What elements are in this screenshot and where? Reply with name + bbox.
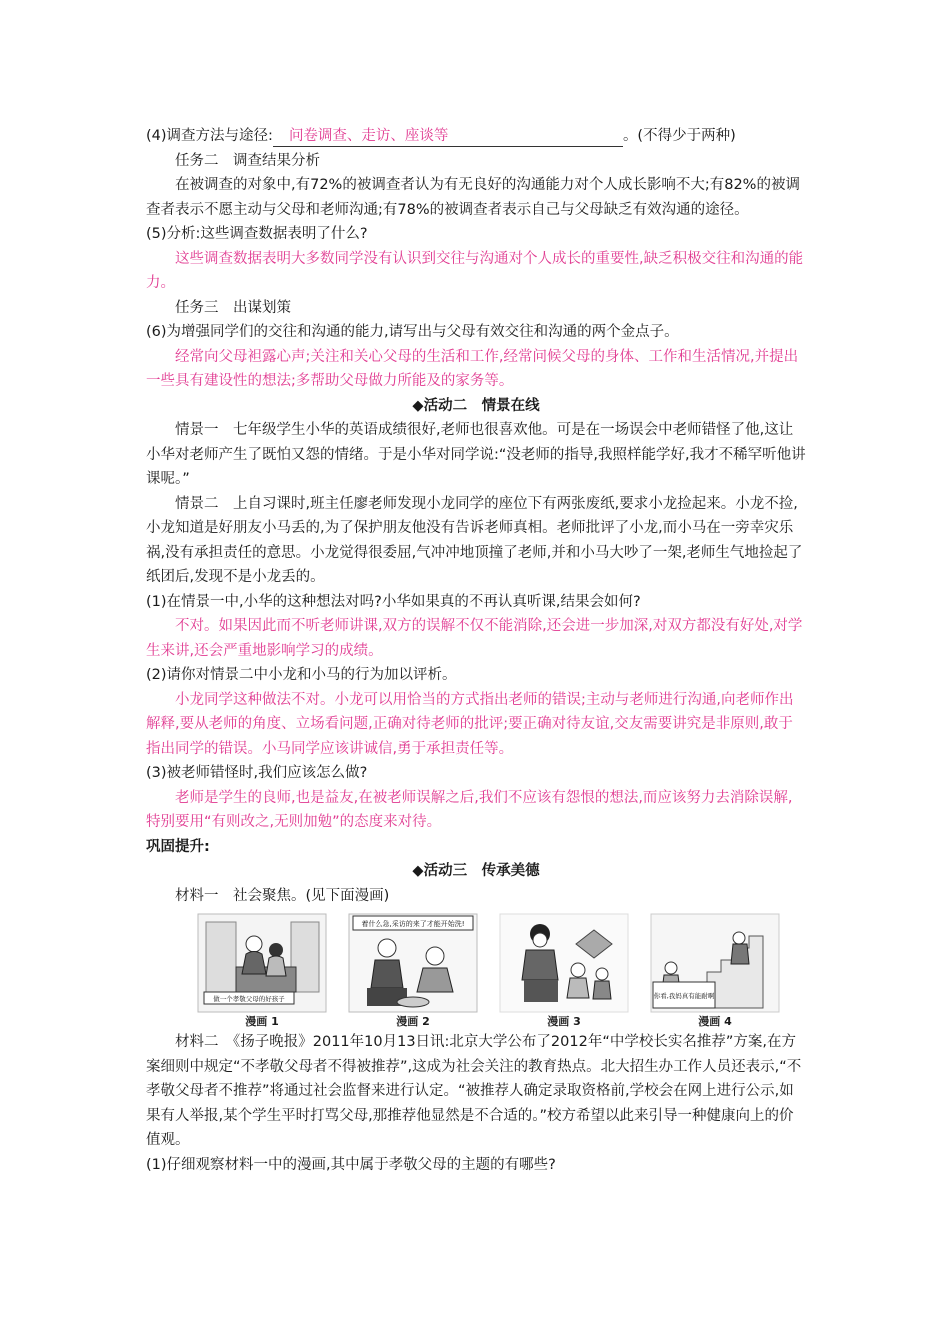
comic-1-caption: 漫画 1 — [245, 1015, 279, 1028]
comic-1-illustration — [196, 912, 328, 1014]
q6-question: (6)为增强同学们的交往和沟通的能力,请写出与父母有效交往和沟通的两个金点子。 — [146, 324, 679, 340]
comic-1-bubble: 做一个孝敬父母的好孩子 — [213, 995, 285, 1003]
material2-text: 材料二 《扬子晚报》2011年10月13日讯:北京大学公布了2012年“中学校长实名推荐”方案,在方案细则中规定“不孝敬父母者不得被推荐”,这成为社会关注的教育热点。北大招生办工作人员还表示,“不孝敬父母者不推荐”将通过社会监督来进行认定。“被推荐人确定录取资格前,学校会在网上进行公示,如果有人举报,某个学生平时打骂父母,那推荐他显然是不合适的。”校方希望以此来引导一种健康向上的价值观。 — [146, 1034, 802, 1148]
material1-text: 材料一 社会聚焦。(见下面漫画) — [175, 887, 390, 904]
scene2-text: 情景二 上自习课时,班主任廖老师发现小龙同学的座位下有两张废纸,要求小龙捡起来。小龙不捡,小龙知道是好朋友小马丢的,为了保护朋友他没有告诉老师真相。老师批评了小龙,而小马在一旁幸灾乐祸,没有承担责任的意思。小龙觉得很委屈,气冲冲地顶撞了老师,并和小马大吵了一架,老师生气地捡起了纸团后,发现不是小龙丢的。 — [146, 495, 803, 585]
task2-text: 在被调查的对象中,有72%的被调查者认为有无良好的沟通能力对个人成长影响不大;有82%的被调查者表示不愿主动与父母和老师沟通;有78%的被调查者表示自己与父母缺乏有效沟通的途径。 — [146, 177, 800, 218]
task3-title: 任务三 出谋划策 — [175, 299, 291, 316]
comic-2 — [347, 912, 479, 1030]
activity3-title: ◆活动三 传承美德 — [412, 863, 540, 879]
scene1-text: 情景一 七年级学生小华的英语成绩很好,老师也很喜欢他。可是在一场误会中老师错怪了他,这让小华对老师产生了既怕又怨的情绪。于是小华对同学说:“没老师的指导,我照样能学好,我才不稀罕听他讲课呢。” — [146, 422, 806, 487]
a2-a3: 老师是学生的良师,也是益友,在被老师误解之后,我们不应该有怨恨的想法,而应该努力去消除误解,特别要用“有则改之,无则加勉”的态度来对待。 — [146, 789, 793, 830]
a2-a1: 不对。如果因此而不听老师讲课,双方的误解不仅不能消除,还会进一步加深,对双方都没有好处,对学生来讲,还会严重地影响学习的成绩。 — [146, 618, 803, 659]
comic-3 — [498, 912, 630, 1030]
comic-1 — [196, 912, 328, 1030]
comic-3-illustration — [498, 912, 630, 1014]
a2-q2: (2)请你对情景二中小龙和小马的行为加以评析。 — [146, 667, 457, 683]
q5-answer: 这些调查数据表明大多数同学没有认识到交往与沟通对个人成长的重要性,缺乏积极交往和沟通的能力。 — [146, 250, 804, 291]
q4-line: (4)调查方法与途径: 问卷调查、走访、座谈等 。(不得少于两种) — [146, 124, 806, 149]
task2-title: 任务二 调查结果分析 — [175, 152, 320, 169]
comic-4 — [649, 912, 781, 1030]
comic-4-caption: 漫画 4 — [698, 1015, 732, 1028]
activity2-title: ◆活动二 情景在线 — [412, 397, 540, 414]
comic-4-illustration — [649, 912, 781, 1014]
q4-answer-blank: 问卷调查、走访、座谈等 — [273, 126, 623, 147]
a2-q3: (3)被老师错怪时,我们应该怎么做? — [146, 765, 368, 781]
q5-question: (5)分析:这些调查数据表明了什么? — [146, 226, 368, 242]
comic-4-bubble: 你看,我妈真有能耐啊 — [653, 992, 715, 1000]
a2-a2: 小龙同学这种做法不对。小龙可以用恰当的方式指出老师的错误;主动与老师进行沟通,向老师作出解释,要从老师的角度、立场看问题,正确对待老师的批评;要正确对待友谊,交友需要讲究是非原则,敢于指出同学的错误。小马同学应该讲诚信,勇于承担责任等。 — [146, 691, 794, 757]
a2-q1: (1)在情景一中,小华的这种想法对吗?小华如果真的不再认真听课,结果会如何? — [146, 593, 641, 610]
comic-2-caption: 漫画 2 — [396, 1015, 430, 1028]
comic-strip — [196, 912, 781, 1030]
document-page — [146, 124, 806, 1177]
comic-3-caption: 漫画 3 — [547, 1015, 581, 1028]
comic-2-illustration — [347, 912, 479, 1014]
q6-answer: 经常向父母袒露心声;关注和关心父母的生活和工作,经常问候父母的身体、工作和生活情况,并提出一些具有建设性的想法;多帮助父母做力所能及的家务等。 — [146, 348, 799, 389]
a3-q1: (1)仔细观察材料一中的漫画,其中属于孝敬父母的主题的有哪些? — [146, 1156, 556, 1173]
comic-2-bubble: 着什么急,采访的来了才能开始洗! — [361, 920, 465, 928]
consolidate-heading: 巩固提升: — [146, 838, 210, 855]
